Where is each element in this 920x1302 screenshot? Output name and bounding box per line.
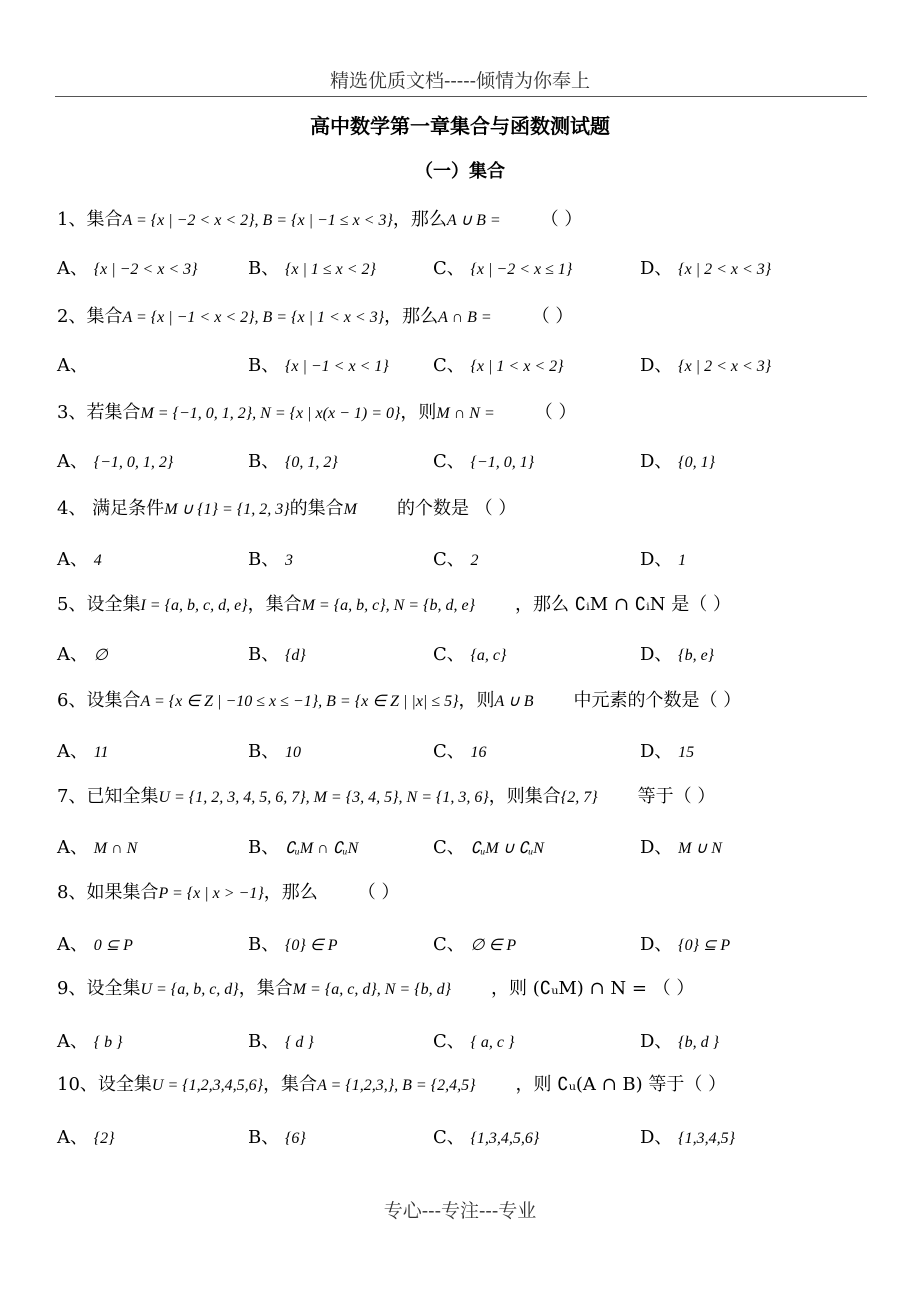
option-c[interactable] <box>433 254 572 280</box>
option-b[interactable] <box>248 833 358 859</box>
option-value: 16 <box>470 744 487 761</box>
option-label: B、 <box>248 644 280 665</box>
option-d[interactable] <box>640 833 722 859</box>
question-math: A = {x | −1 < x < 2}, B = {x | 1 < x < 3} <box>122 309 385 326</box>
question-number: 4、 <box>57 498 87 519</box>
option-label: C、 <box>433 451 465 472</box>
option-value: ∁ᵤM ∪ ∁ᵤN <box>470 840 544 857</box>
question-text: 设全集 <box>86 594 141 615</box>
option-value: ∅ <box>93 647 108 664</box>
option-label: A、 <box>57 549 88 570</box>
option-label: C、 <box>433 1031 465 1052</box>
option-b[interactable] <box>248 254 376 280</box>
option-d[interactable] <box>640 1123 735 1149</box>
option-label: C、 <box>433 258 465 279</box>
option-d[interactable] <box>640 447 715 473</box>
question-math: U = {a, b, c, d} <box>140 981 239 998</box>
question-math-2: M = {a, b, c}, N = {b, d, e} <box>301 597 475 614</box>
option-value: 15 <box>678 744 695 761</box>
option-label: D、 <box>640 837 673 858</box>
option-value: 11 <box>93 744 109 761</box>
option-label: C、 <box>433 549 465 570</box>
option-b[interactable] <box>248 545 293 571</box>
option-label: B、 <box>248 741 280 762</box>
question-math: U = {1, 2, 3, 4, 5, 6, 7}, M = {3, 4, 5}, N = {1, 3, 6} <box>158 789 489 806</box>
option-a[interactable] <box>57 640 108 666</box>
option-value: {x | 2 < x < 3} <box>678 261 772 278</box>
option-label: D、 <box>640 355 673 376</box>
question-math: A = {x | −2 < x < 2}, B = {x | −1 ≤ x < 3} <box>122 212 393 229</box>
question-math-2: A = {1,2,3,}, B = {2,4,5} <box>317 1077 476 1094</box>
option-label: B、 <box>248 549 280 570</box>
option-label: B、 <box>248 451 280 472</box>
question-math: U = {1,2,3,4,5,6} <box>151 1077 264 1094</box>
option-b[interactable] <box>248 930 337 956</box>
question-number: 1、 <box>57 209 87 230</box>
answer-blank: ，那么 ∁ᵢM ∩ ∁ᵢN 是（ ） <box>514 594 731 615</box>
question-10 <box>57 1070 726 1096</box>
option-value: {2} <box>93 1130 115 1147</box>
option-value: {−1, 0, 1, 2} <box>93 454 174 471</box>
option-value: ∁ᵤM ∩ ∁ᵤN <box>284 840 359 857</box>
option-value: {x | −2 < x < 3} <box>93 261 198 278</box>
option-label: D、 <box>640 451 673 472</box>
page-footer: 专心---专注---专业 <box>383 1200 537 1222</box>
question-2 <box>57 302 573 328</box>
question-5 <box>57 590 731 616</box>
question-text-2: ，则 <box>458 690 495 711</box>
option-label: A、 <box>57 258 88 279</box>
option-label: B、 <box>248 1031 280 1052</box>
question-number: 8、 <box>57 882 87 903</box>
question-text: 设全集 <box>97 1074 152 1095</box>
option-a[interactable] <box>57 447 173 473</box>
option-label: A、 <box>57 1127 88 1148</box>
option-label: A、 <box>57 837 88 858</box>
option-label: C、 <box>433 355 465 376</box>
section-title: （一）集合 <box>415 161 505 182</box>
option-value: 2 <box>470 552 479 569</box>
option-c[interactable] <box>433 1027 514 1053</box>
option-value: {0, 1} <box>678 454 715 471</box>
option-value: {b, e} <box>678 647 715 664</box>
page-header: 精选优质文档-----倾情为你奉上 <box>329 70 591 92</box>
answer-blank: ，则 ∁ᵤ(A ∩ B) 等于（ ） <box>515 1074 727 1095</box>
option-value: {x | 2 < x < 3} <box>678 358 772 375</box>
option-value: 3 <box>284 552 293 569</box>
option-label: A、 <box>57 451 88 472</box>
option-b[interactable] <box>248 351 389 377</box>
question-text-2: ，那么 <box>263 882 318 903</box>
question-4 <box>57 494 516 520</box>
option-value: {d} <box>284 647 306 664</box>
option-label: B、 <box>248 355 280 376</box>
option-d[interactable] <box>640 640 714 666</box>
option-a[interactable] <box>57 930 133 956</box>
question-math-2: A ∪ B = <box>446 212 501 229</box>
option-a[interactable] <box>57 1027 123 1053</box>
option-a[interactable] <box>57 254 198 280</box>
option-value: {x | −1 < x < 1} <box>284 358 389 375</box>
option-c[interactable] <box>433 833 544 859</box>
question-6 <box>57 686 741 712</box>
option-value: 10 <box>284 744 301 761</box>
question-math-2: M = {a, c, d}, N = {b, d} <box>292 981 451 998</box>
question-text: 如果集合 <box>86 882 159 903</box>
option-label: B、 <box>248 934 280 955</box>
option-value: ∅ ∈ P <box>470 937 517 954</box>
answer-blank: 等于（ ） <box>637 786 716 807</box>
question-9 <box>57 974 694 1000</box>
question-math-2: M <box>343 501 357 518</box>
question-text: 已知全集 <box>86 786 159 807</box>
option-value: {x | −2 < x ≤ 1} <box>470 261 573 278</box>
question-text-2: ，那么 <box>384 306 439 327</box>
question-text-2: ，集合 <box>238 978 293 999</box>
question-math-2: {2, 7} <box>560 789 598 806</box>
option-label: C、 <box>433 644 465 665</box>
option-value: {b, d } <box>678 1034 719 1051</box>
question-1 <box>57 205 582 231</box>
question-math-2: M ∩ N = <box>436 405 495 422</box>
answer-blank: 中元素的个数是（ ） <box>573 690 742 711</box>
option-c[interactable] <box>433 737 487 763</box>
option-value: {6} <box>284 1130 306 1147</box>
header-divider <box>55 96 867 97</box>
question-text: 若集合 <box>86 402 141 423</box>
question-number: 2、 <box>57 306 87 327</box>
question-text-2: ，则 <box>400 402 437 423</box>
question-text-2: ，集合 <box>247 594 302 615</box>
question-text: 设集合 <box>86 690 141 711</box>
option-c[interactable] <box>433 640 506 666</box>
option-label: D、 <box>640 258 673 279</box>
question-3 <box>57 398 576 424</box>
option-d[interactable] <box>640 545 686 571</box>
option-value: { a, c } <box>470 1034 515 1051</box>
question-text: 满足条件 <box>86 498 165 519</box>
option-value: { d } <box>284 1034 314 1051</box>
question-math-2: A ∪ B <box>494 693 534 710</box>
option-value: { b } <box>93 1034 123 1051</box>
option-label: A、 <box>57 934 88 955</box>
option-label: B、 <box>248 258 280 279</box>
option-b[interactable] <box>248 1123 306 1149</box>
option-value: {a, c} <box>470 647 507 664</box>
option-d[interactable] <box>640 351 771 377</box>
option-value: {x | 1 ≤ x < 2} <box>284 261 376 278</box>
question-text-2: 的集合 <box>289 498 344 519</box>
option-d[interactable] <box>640 930 730 956</box>
question-8 <box>57 878 399 904</box>
option-value: 1 <box>678 552 687 569</box>
answer-blank: （ ） <box>534 402 577 423</box>
option-label: B、 <box>248 837 280 858</box>
option-b[interactable] <box>248 447 338 473</box>
option-label: A、 <box>57 644 88 665</box>
question-math: I = {a, b, c, d, e} <box>140 597 248 614</box>
option-label: D、 <box>640 1127 673 1148</box>
option-value: {0} ⊆ P <box>678 937 731 954</box>
answer-blank: （ ） <box>540 209 583 230</box>
option-value: {1,3,4,5} <box>678 1130 735 1147</box>
option-value: M ∪ N <box>678 840 722 857</box>
option-label: D、 <box>640 644 673 665</box>
option-value: 4 <box>93 552 102 569</box>
question-text: 集合 <box>86 306 123 327</box>
option-a[interactable] <box>57 737 109 763</box>
option-label: D、 <box>640 1031 673 1052</box>
option-label: A、 <box>57 741 88 762</box>
option-value: 0 ⊆ P <box>93 937 133 954</box>
option-label: A、 <box>57 355 88 376</box>
option-a[interactable] <box>57 1123 115 1149</box>
option-c[interactable] <box>433 930 516 956</box>
option-label: B、 <box>248 1127 280 1148</box>
answer-blank: （ ） <box>531 306 574 327</box>
option-label: D、 <box>640 549 673 570</box>
option-b[interactable] <box>248 737 301 763</box>
option-d[interactable] <box>640 737 694 763</box>
document-title: 高中数学第一章集合与函数测试题 <box>310 114 610 138</box>
option-c[interactable] <box>433 351 564 377</box>
answer-blank: ，则 (∁ᵤM) ∩ N = （ ） <box>491 978 695 999</box>
question-text: 设全集 <box>86 978 141 999</box>
option-value: {x | 1 < x < 2} <box>470 358 564 375</box>
option-value: {−1, 0, 1} <box>470 454 535 471</box>
question-number: 5、 <box>57 594 87 615</box>
option-value: {1,3,4,5,6} <box>470 1130 540 1147</box>
question-text-2: ，那么 <box>392 209 447 230</box>
option-label: C、 <box>433 837 465 858</box>
question-math: A = {x ∈ Z | −10 ≤ x ≤ −1}, B = {x ∈ Z | |x| ≤ 5} <box>140 693 459 710</box>
option-label: A、 <box>57 1031 88 1052</box>
option-value: {0} ∈ P <box>284 937 338 954</box>
option-a[interactable] <box>57 833 137 859</box>
question-number: 7、 <box>57 786 87 807</box>
option-label: D、 <box>640 741 673 762</box>
option-b[interactable] <box>248 640 306 666</box>
option-value: M ∩ N <box>93 840 138 857</box>
question-text: 集合 <box>86 209 123 230</box>
option-label: C、 <box>433 741 465 762</box>
option-c[interactable] <box>433 1123 539 1149</box>
option-d[interactable] <box>640 254 771 280</box>
question-text-2: ，则集合 <box>488 786 561 807</box>
answer-blank: （ ） <box>357 882 400 903</box>
option-label: C、 <box>433 1127 465 1148</box>
question-number: 10、 <box>57 1074 98 1095</box>
option-a[interactable] <box>57 545 102 571</box>
question-math: M = {−1, 0, 1, 2}, N = {x | x(x − 1) = 0} <box>140 405 401 422</box>
option-b[interactable] <box>248 1027 314 1053</box>
option-c[interactable] <box>433 545 479 571</box>
question-number: 9、 <box>57 978 87 999</box>
question-math-2: A ∩ B = <box>438 309 492 326</box>
question-number: 6、 <box>57 690 87 711</box>
option-c[interactable] <box>433 447 534 473</box>
question-math: P = {x | x > −1} <box>158 885 264 902</box>
option-d[interactable] <box>640 1027 719 1053</box>
option-a[interactable] <box>57 351 88 377</box>
question-text-2: ，集合 <box>263 1074 318 1095</box>
question-7 <box>57 782 715 808</box>
question-math: M ∪ {1} = {1, 2, 3} <box>164 501 290 518</box>
answer-blank: 的个数是 （ ） <box>396 498 517 519</box>
option-label: D、 <box>640 934 673 955</box>
option-value: {0, 1, 2} <box>284 454 338 471</box>
option-label: C、 <box>433 934 465 955</box>
question-number: 3、 <box>57 402 87 423</box>
